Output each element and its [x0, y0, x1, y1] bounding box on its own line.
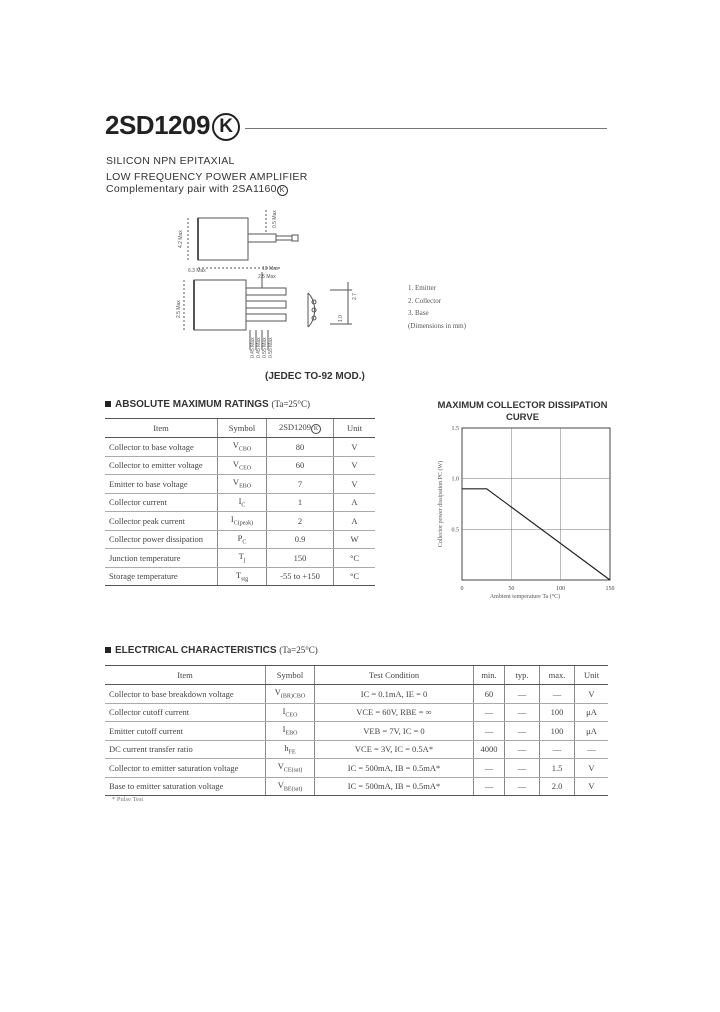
rating-unit: °C: [334, 549, 376, 568]
ec-col-item: Item: [105, 666, 266, 685]
ec-typ: —: [505, 685, 540, 704]
pulse-test-note: * Pulse Test: [112, 796, 144, 803]
ec-unit: V: [575, 759, 609, 778]
pin-list: [408, 282, 466, 332]
jedec-label: (JEDEC TO-92 MOD.): [265, 371, 365, 382]
ec-min: —: [474, 759, 505, 778]
rating-unit: A: [334, 512, 376, 531]
rating-item: Collector current: [105, 493, 218, 512]
rating-item: Emitter to base voltage: [105, 475, 218, 494]
ec-unit: —: [575, 740, 609, 759]
ec-col-symbol: Symbol: [266, 666, 315, 685]
subtitle-line1: SILICON NPN EPITAXIAL: [106, 155, 235, 167]
rating-item: Collector to base voltage: [105, 438, 218, 457]
ec-unit: μA: [575, 722, 609, 741]
ec-item: Collector to base breakdown voltage: [105, 685, 266, 704]
rating-symbol: $P_C$: [218, 530, 267, 549]
ec-condition: VCE = 60V, RBE = ∞: [315, 703, 474, 722]
x-tick-label: 100: [556, 586, 566, 592]
rating-item: Junction temperature: [105, 549, 218, 568]
ec-max: —: [540, 685, 575, 704]
abs-max-heading: ABSOLUTE MAXIMUM RATINGS (Ta=25°C): [105, 399, 310, 410]
ec-max: 100: [540, 703, 575, 722]
ec-condition: VEB = 7V, IC = 0: [315, 722, 474, 741]
ec-unit: μA: [575, 703, 609, 722]
elec-row: [105, 703, 608, 722]
chart-xlabel: Ambient temperature Ta (°C): [489, 594, 561, 600]
abs-max-row: [105, 475, 375, 494]
rating-value: 0.9: [267, 530, 334, 549]
dimensions-note: (Dimensions in mm): [408, 321, 466, 330]
ec-typ: —: [505, 722, 540, 741]
abs-max-row: [105, 493, 375, 512]
dim-lead-width-a: 0.45 Max: [250, 337, 256, 358]
dim-lead-pitch2: 2.5 Max: [258, 274, 276, 280]
col-item: Item: [105, 419, 218, 438]
rating-item: Storage temperature: [105, 567, 218, 586]
ec-typ: —: [505, 759, 540, 778]
rating-value: 7: [267, 475, 334, 494]
abs-max-table: [105, 418, 375, 586]
rating-item: Collector to emitter voltage: [105, 456, 218, 475]
dim-top-height: 4.2 Max: [178, 230, 184, 248]
abs-max-row: [105, 438, 375, 457]
rating-unit: V: [334, 475, 376, 494]
package-drawing: [170, 200, 370, 360]
rating-symbol: $I_C$: [218, 493, 267, 512]
subtitle-line3: Complementary pair with 2SA1160 K: [106, 183, 288, 196]
dissipation-chart: [420, 420, 620, 605]
part-title: 2SD1209 K: [105, 110, 240, 141]
dim-lead-pitch: 10 Max: [262, 266, 279, 272]
plot-frame: [462, 428, 610, 580]
rating-unit: W: [334, 530, 376, 549]
body-side-view: [194, 280, 246, 330]
ec-typ: —: [505, 703, 540, 722]
rating-item: Collector power dissipation: [105, 530, 218, 549]
title-rule: [245, 128, 607, 129]
ec-min: —: [474, 703, 505, 722]
ec-item: Emitter cutoff current: [105, 722, 266, 741]
elec-row: [105, 759, 608, 778]
rating-unit: V: [334, 438, 376, 457]
end-view-outline: [308, 293, 315, 327]
x-tick-label: 50: [508, 586, 515, 592]
elec-row: [105, 740, 608, 759]
rating-symbol: $T_j$: [218, 549, 267, 568]
ec-max: 100: [540, 722, 575, 741]
x-tick-label: 0: [460, 586, 464, 592]
rating-value: 150: [267, 549, 334, 568]
elec-row: [105, 685, 608, 704]
dim-lead-width-b: 0.45 Max: [256, 337, 262, 358]
rating-symbol: $I_{C(peak)}$: [218, 512, 267, 531]
ec-condition: IC = 500mA, IB = 0.5mA*: [315, 759, 474, 778]
ec-max: —: [540, 740, 575, 759]
pin-base: 3. Base: [408, 309, 429, 317]
abs-max-row: [105, 512, 375, 531]
ec-col-max: max.: [540, 666, 575, 685]
pin-emitter: 1. Emitter: [408, 284, 436, 292]
elec-table: [105, 665, 608, 796]
rating-unit: °C: [334, 567, 376, 586]
ec-symbol: $V_{(BR)CBO}$: [266, 685, 315, 704]
rating-symbol: $T_{stg}$: [218, 567, 267, 586]
dim-right-b: 1.0: [338, 315, 344, 322]
col-unit: Unit: [334, 419, 376, 438]
rating-value: -55 to +150: [267, 567, 334, 586]
ec-min: —: [474, 722, 505, 741]
rating-item: Collector peak current: [105, 512, 218, 531]
dim-right-a: 2.7: [352, 293, 358, 300]
abs-max-row: [105, 530, 375, 549]
ec-symbol: $V_{BE(sat)}$: [266, 777, 315, 796]
rating-unit: V: [334, 456, 376, 475]
y-tick-label: 1.0: [451, 476, 459, 483]
x-tick-label: 150: [605, 586, 615, 592]
dim-side-height: 2.5 Max: [176, 300, 182, 318]
ec-condition: VCE = 3V, IC = 0.5A*: [315, 740, 474, 759]
ec-typ: —: [505, 777, 540, 796]
y-tick-label: 1.5: [451, 426, 459, 432]
y-tick-label: 0.5: [451, 527, 459, 534]
ec-symbol: $I_{EBO}$: [266, 722, 315, 741]
elec-row: [105, 777, 608, 796]
col-rating: 2SD1209 K: [267, 419, 334, 438]
lead-2: [246, 301, 286, 308]
rating-symbol: $V_{CBO}$: [218, 438, 267, 457]
abs-max-row: [105, 549, 375, 568]
ec-col-min: min.: [474, 666, 505, 685]
ec-condition: IC = 500mA, IB = 0.5mA*: [315, 777, 474, 796]
ec-col-condition: Test Condition: [315, 666, 474, 685]
ec-max: 2.0: [540, 777, 575, 796]
rating-unit: A: [334, 493, 376, 512]
chart-ylabel: Collector power dissipation PC (W): [438, 460, 444, 548]
rating-value: 2: [267, 512, 334, 531]
rating-value: 1: [267, 493, 334, 512]
dim-lead-width-d: 0.55 Max: [268, 337, 274, 358]
abs-max-row: [105, 456, 375, 475]
lead-1: [246, 288, 286, 295]
ec-condition: IC = 0.1mA, IE = 0: [315, 685, 474, 704]
dim-body-width: 6.3 Max: [188, 268, 206, 274]
ec-min: —: [474, 777, 505, 796]
ec-item: Collector cutoff current: [105, 703, 266, 722]
ec-symbol: $I_{CEO}$: [266, 703, 315, 722]
col-symbol: Symbol: [218, 419, 267, 438]
pin-collector: 2. Collector: [408, 296, 442, 305]
ec-symbol: $h_{FE}$: [266, 740, 315, 759]
ec-typ: —: [505, 740, 540, 759]
elec-heading: ELECTRICAL CHARACTERISTICS (Ta=25°C): [105, 645, 318, 656]
ec-item: DC current transfer ratio: [105, 740, 266, 759]
ec-col-unit: Unit: [575, 666, 609, 685]
ec-max: 1.5: [540, 759, 575, 778]
body-top-view: [198, 218, 248, 260]
k-mark: K: [212, 113, 240, 141]
ec-col-typ: typ.: [505, 666, 540, 685]
elec-row: [105, 722, 608, 741]
k-mark-small: K: [277, 185, 288, 196]
rating-value: 80: [267, 438, 334, 457]
ec-unit: V: [575, 777, 609, 796]
subtitle-line2: LOW FREQUENCY POWER AMPLIFIER: [106, 171, 308, 183]
ec-item: Collector to emitter saturation voltage: [105, 759, 266, 778]
abs-max-row: [105, 567, 375, 586]
ec-symbol: $V_{CE(sat)}$: [266, 759, 315, 778]
chart-title: MAXIMUM COLLECTOR DISSIPATION CURVE: [437, 400, 608, 423]
lead-3: [246, 314, 286, 321]
pc-curve: [462, 489, 610, 580]
dim-lead-width-c: 0.55 Max: [262, 337, 268, 358]
ec-unit: V: [575, 685, 609, 704]
ec-min: 4000: [474, 740, 505, 759]
rating-value: 60: [267, 456, 334, 475]
lead-top-view: [248, 234, 276, 242]
ec-min: 60: [474, 685, 505, 704]
rating-symbol: $V_{CEO}$: [218, 456, 267, 475]
dim-top-lead: 0.5 Max: [272, 210, 278, 228]
ec-item: Base to emitter saturation voltage: [105, 777, 266, 796]
rating-symbol: $V_{EBO}$: [218, 475, 267, 494]
